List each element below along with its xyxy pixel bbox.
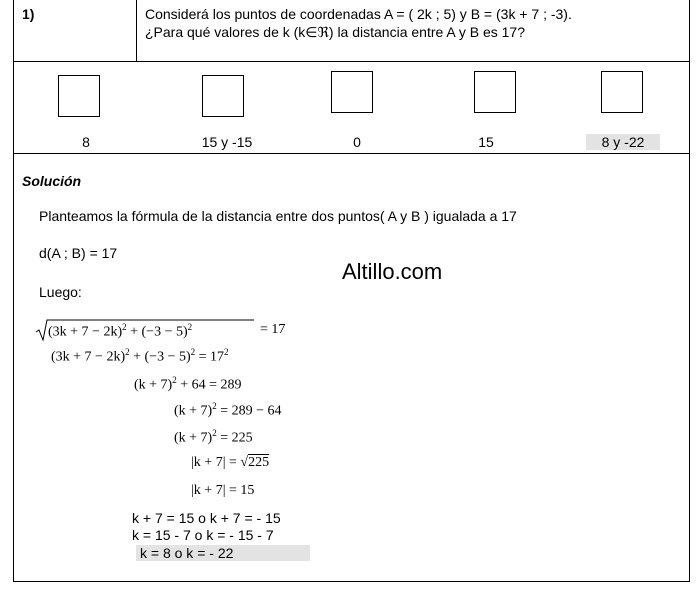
distance-equation: d(A ; B) = 17 — [39, 245, 118, 261]
step-7: |k + 7| = 15 — [191, 483, 255, 498]
option-checkbox-4[interactable] — [474, 71, 516, 113]
option-label-1: 8 — [82, 134, 90, 150]
final-line-1: k + 7 = 15 o k + 7 = - 15 — [132, 510, 281, 526]
question-number: 1) — [22, 6, 35, 22]
question-text — [145, 5, 572, 41]
option-checkbox-5[interactable] — [601, 71, 643, 113]
step-6: |k + 7| = √225 — [191, 455, 270, 470]
final-line-2: k = 15 - 7 o k = - 15 - 7 — [132, 527, 274, 543]
option-label-3: 0 — [353, 134, 361, 150]
solution-title: Solución — [22, 173, 82, 189]
header-rule — [14, 61, 689, 62]
option-checkbox-3[interactable] — [331, 71, 373, 113]
watermark-brand: Altillo.com — [342, 259, 443, 284]
option-checkbox-1[interactable] — [58, 75, 100, 117]
step-2: $(3k + 7 - 2k)^2 + (-3 - 5)^2 = 17^2$ — [51, 347, 229, 365]
exercise-frame: 1) Considerá los puntos de coordenadas A = ( 2k ; 5) y B = (3k + 7 ; -3). ¿Para qué valores de k (k∈ℜ) la distancia entre A y B es 17? 8 15 y -15 0 15 8 y -22 Solución Planteamos la fórmula de la distancia entre dos puntos( A y B ) igualada a 17 d(A ; B) = 17 Luego: Altillo.com $(3k + 7 - 2k)^2 + (-3 - 5)^2$ = 17 $(3k + 7 - 2k)^2 + (-3 - 5)^2 = 17^2$ $(k + 7)^2 + 64 = 289$ $(k + 7)^2 = 289 - 64$ $(k + 7)^2 = 225$ |k + 7| = √225 |k + 7| = 15 k + 7 = 15 o k + 7 = - 15 k = 15 - 7 o k = - 15 - 7 k = 8 o k = - 22 — [13, 0, 690, 582]
option-label-4: 15 — [478, 134, 494, 150]
step-3: $(k + 7)^2 + 64 = 289$ — [134, 375, 242, 393]
option-checkbox-2[interactable] — [202, 75, 244, 117]
question-line-2: ¿Para qué valores de k (k∈ℜ) la distancia entre A y B es 17? — [145, 24, 526, 40]
final-line-3-highlighted: k = 8 o k = - 22 — [136, 545, 310, 561]
options-rule — [14, 153, 689, 154]
option-label-2: 15 y -15 — [201, 134, 253, 150]
question-line-1: Considerá los puntos de coordenadas A = ( 2k ; 5) y B = (3k + 7 ; -3). — [145, 6, 572, 22]
header-divider — [136, 0, 137, 61]
step-5: $(k + 7)^2 = 225$ — [174, 428, 253, 446]
option-label-5-highlighted: 8 y -22 — [586, 134, 660, 150]
solution-then: Luego: — [39, 284, 82, 300]
solution-intro: Planteamos la fórmula de la distancia entre dos puntos( A y B ) igualada a 17 — [39, 208, 517, 224]
step-4: $(k + 7)^2 = 289 - 64$ — [174, 401, 282, 419]
